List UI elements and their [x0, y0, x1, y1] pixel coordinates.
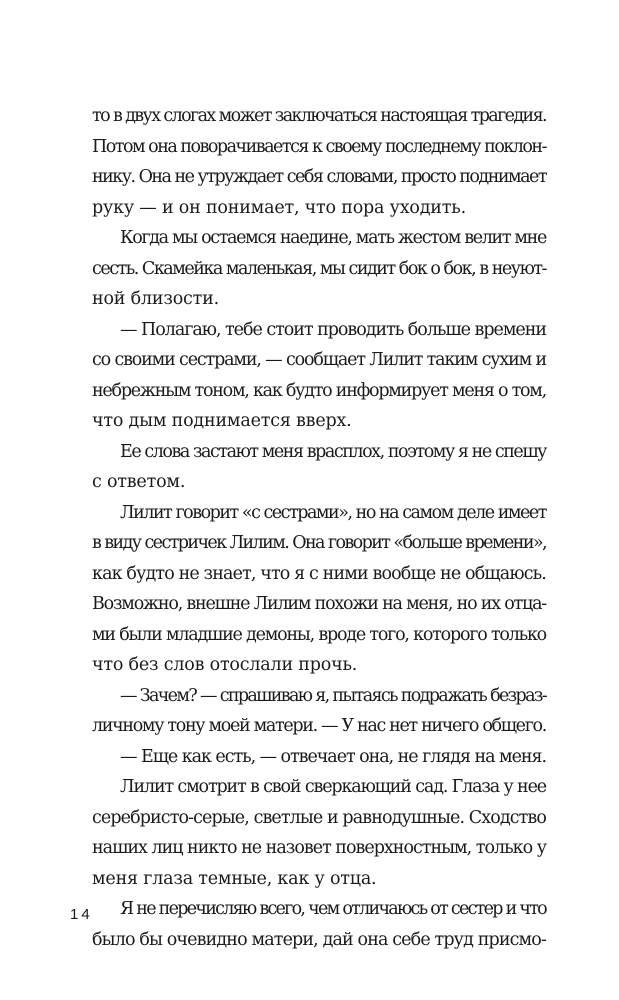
page-number: 14	[70, 906, 93, 923]
text-line: было бы очевидно матери, дай она себе труд присмо-	[92, 929, 546, 950]
text-line: Ее слова застают меня врасплох, поэтому я не спешу	[120, 441, 546, 462]
text-line: серебристо-серые, светлые и равнодушные. Сходство	[92, 807, 546, 828]
text-line: Потом она поворачивается к своему последнему поклон-	[92, 136, 546, 157]
text-line: меня глаза темные, как у отца.	[92, 868, 377, 889]
text-line: сесть. Скамейка маленькая, мы сидит бок о бок, в неуют-	[92, 258, 546, 279]
text-line: в виду сестричек Лилим. Она говорит «больше времени»,	[92, 533, 546, 553]
text-line: ной близости.	[92, 289, 219, 309]
text-line: Я не перечисляю всего, чем отличаюсь от сестер и что	[120, 899, 546, 919]
text-line: как будто не знает, что я с ними вообще не общаюсь.	[92, 563, 546, 584]
text-line: ми были младшие демоны, вроде того, которого только	[92, 624, 546, 645]
text-line: нику. Она не утруждает себя словами, просто поднимает	[92, 167, 546, 187]
text-line: Когда мы остаемся наедине, мать жестом велит мне	[120, 228, 546, 248]
text-line: что дым поднимается вверх.	[92, 411, 352, 431]
text-line: руку — и он понимает, что пора уходить.	[92, 197, 466, 218]
text-line: Возможно, внешне Лилим похожи на меня, но их отца-	[92, 594, 546, 614]
text-line: с ответом.	[92, 472, 186, 492]
text-line: что без слов отослали прочь.	[92, 655, 358, 675]
text-line: — Еще как есть, — отвечает она, не глядя на меня.	[120, 746, 546, 767]
text-line: небрежным тоном, как будто информирует меня о том,	[92, 380, 546, 401]
text-line: — Полагаю, тебе стоит проводить больше времени	[120, 319, 546, 340]
text-line: то в двух слогах может заключаться настоящая трагедия.	[92, 106, 546, 126]
text-line: наших лиц никто не назовет поверхностным, только у	[92, 838, 546, 858]
text-line: личному тону моей матери. — У нас нет ничего общего.	[92, 716, 546, 736]
text-line: со своими сестрами, — сообщает Лилит таким сухим и	[92, 350, 546, 370]
text-line: — Зачем? — спрашиваю я, пытаясь подражать безраз-	[120, 685, 546, 706]
text-line: Лилит смотрит в свой сверкающий сад. Глаза у нее	[120, 777, 546, 797]
text-line: Лилит говорит «с сестрами», но на самом деле имеет	[120, 502, 546, 523]
